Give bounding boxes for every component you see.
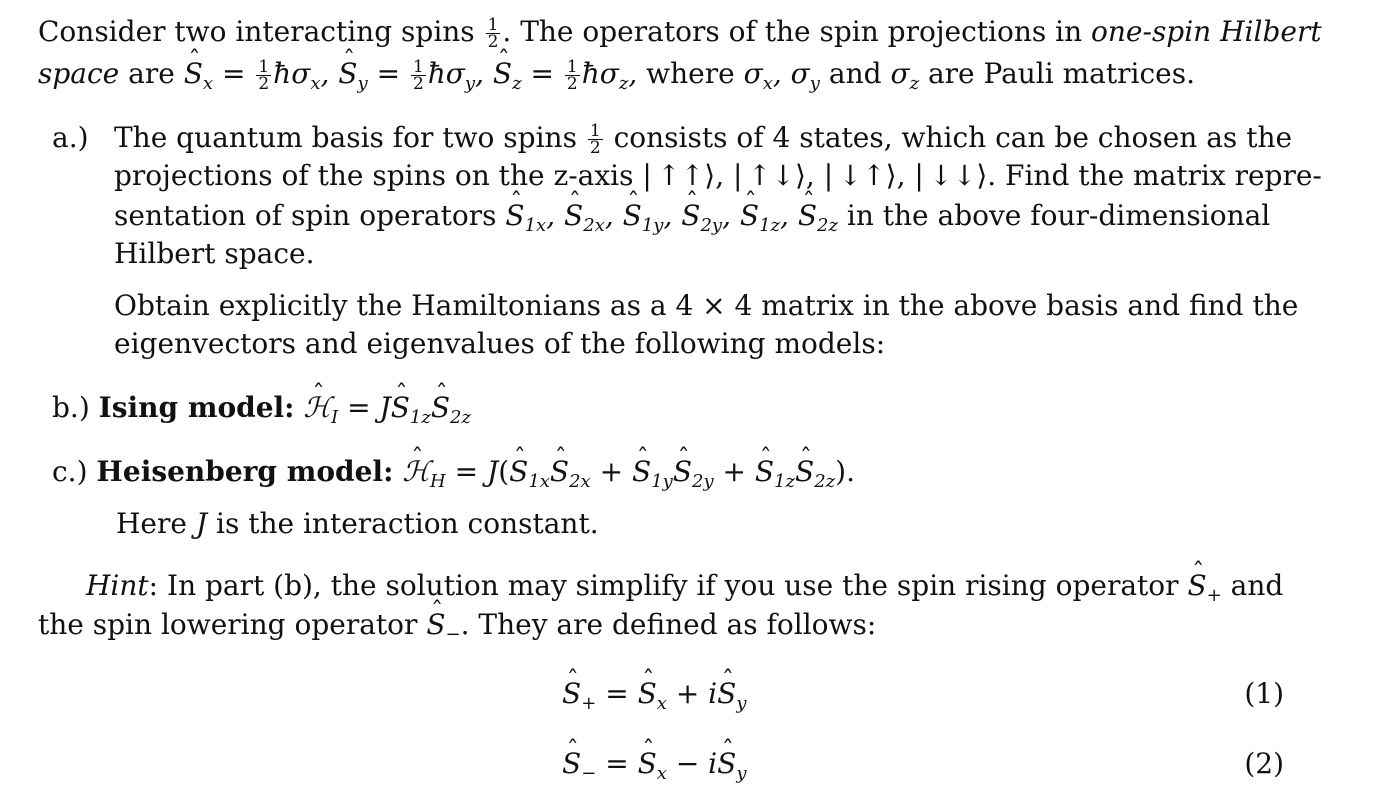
- part-a-text: Hilbert space.: [114, 237, 315, 270]
- part-c-text: Here: [116, 507, 187, 540]
- intro-text: where: [646, 57, 735, 90]
- fraction-numerator: 1: [487, 15, 499, 35]
- intro-text: are: [128, 57, 175, 90]
- intro-line-2: [38, 56, 1195, 92]
- hint-text: . They are defined as follows:: [460, 608, 877, 641]
- equation-number-1: (1): [1244, 677, 1284, 710]
- part-a-para2-line-1: [114, 288, 1298, 324]
- part-a-text: The quantum basis for two spins: [114, 121, 577, 154]
- hint-text: and: [1230, 569, 1284, 602]
- fraction-denominator: 2: [589, 138, 601, 158]
- fraction-denominator: 2: [487, 32, 499, 52]
- symbol-s-minus: ˆ $S_-$: [426, 608, 460, 641]
- formula-sx: ˆ $S_x$ = $\frac{1}{2}$ $ħ\sigma_x$,: [184, 57, 330, 90]
- part-a-line-2: [114, 158, 1322, 194]
- part-a-text: sentation of spin operators: [114, 199, 497, 232]
- part-a-text: consists of 4 states, which can be chosen as the: [613, 121, 1293, 154]
- equation-number-2: (2): [1244, 747, 1284, 780]
- symbol-sigma-y: $\sigma_y$: [790, 57, 820, 94]
- symbol-sigma-z: $\sigma_z$: [890, 57, 920, 94]
- heisenberg-hamiltonian: ˆ ℋ$_H$ = J(ˆ $S_{1x}ˆ$ $S_{2x}$ + ˆ $S_{1y}ˆ$ $S_{2y}$ + ˆ $S_{1z}ˆ$ $S_{2z}$).: [402, 455, 855, 488]
- spin-operator-list: ˆ $S_{1x}$, ˆ $S_{2x}$, ˆ $S_{1y}$, ˆ $S_{2y}$, ˆ $S_{1z}$, ˆ $S_{2z}$: [505, 199, 838, 232]
- fraction-half: [588, 123, 603, 156]
- part-a-line-1: [114, 120, 1292, 156]
- label-text: b.): [52, 391, 90, 424]
- part-a-text: Obtain explicitly the Hamiltonians as a 4 × 4 matrix in the above basis and find the: [114, 289, 1299, 322]
- symbol-s-plus: ˆ $S_+$: [1187, 569, 1221, 602]
- ising-hamiltonian: ˆ ℋ$_I$ = Jˆ $S_{1z}ˆ$ $S_{2z}$: [303, 391, 471, 424]
- part-b: [52, 390, 471, 426]
- part-a-line-4: [114, 236, 315, 272]
- symbol-j: J: [195, 507, 208, 540]
- formula-sy: ˆ $S_y$ = $\frac{1}{2}$ $ħ\sigma_y$,: [338, 57, 484, 90]
- part-a-text: projections of the spins on the z-axis | ↑↑⟩, | ↑↓⟩, | ↓↑⟩, | ↓↓⟩. Find the matrix repre-: [114, 159, 1322, 192]
- intro-italic-text: one-spin Hilbert: [1091, 15, 1322, 48]
- intro-italic-text: space: [38, 57, 120, 90]
- symbol-sigma-x: $\sigma_x$,: [743, 57, 782, 94]
- hint-label: Hint: [86, 569, 149, 602]
- part-a-line-3: [114, 198, 1270, 234]
- hint-text: : In part (b), the solution may simplify if you use the spin rising operator: [148, 569, 1179, 602]
- fraction-numerator: 1: [589, 121, 601, 141]
- intro-text: . The operators of the spin projections in: [502, 15, 1083, 48]
- formula-sz: ˆ $S_z$ = $\frac{1}{2}$ $ħ\sigma_z$,: [493, 57, 637, 90]
- intro-text: are Pauli matrices.: [927, 57, 1195, 90]
- part-c: [52, 454, 855, 490]
- part-a-label: [52, 120, 89, 156]
- hint-text: the spin lowering operator: [38, 608, 418, 641]
- hint-line-2: [38, 607, 876, 643]
- label-text: a.): [52, 121, 89, 154]
- hint-line-1: [86, 568, 1283, 604]
- part-a-text: in the above four-dimensional: [846, 199, 1271, 232]
- intro-line-1: [38, 14, 1322, 50]
- equation-1: ˆ $S_+$ = ˆ $S_x$ + iˆ $S_y$: [562, 676, 747, 712]
- part-b-title: Ising model:: [98, 391, 295, 424]
- part-a-text: eigenvectors and eigenvalues of the following models:: [114, 327, 886, 360]
- part-c-note: [116, 506, 599, 542]
- intro-text: Consider two interacting spins: [38, 15, 475, 48]
- intro-text: and: [828, 57, 882, 90]
- label-text: c.): [52, 455, 88, 488]
- part-a-para2-line-2: [114, 326, 885, 362]
- equation-2: ˆ $S_-$ = ˆ $S_x$ − iˆ $S_y$: [562, 746, 747, 782]
- part-c-title: Heisenberg model:: [96, 455, 394, 488]
- part-c-text: is the interaction constant.: [216, 507, 599, 540]
